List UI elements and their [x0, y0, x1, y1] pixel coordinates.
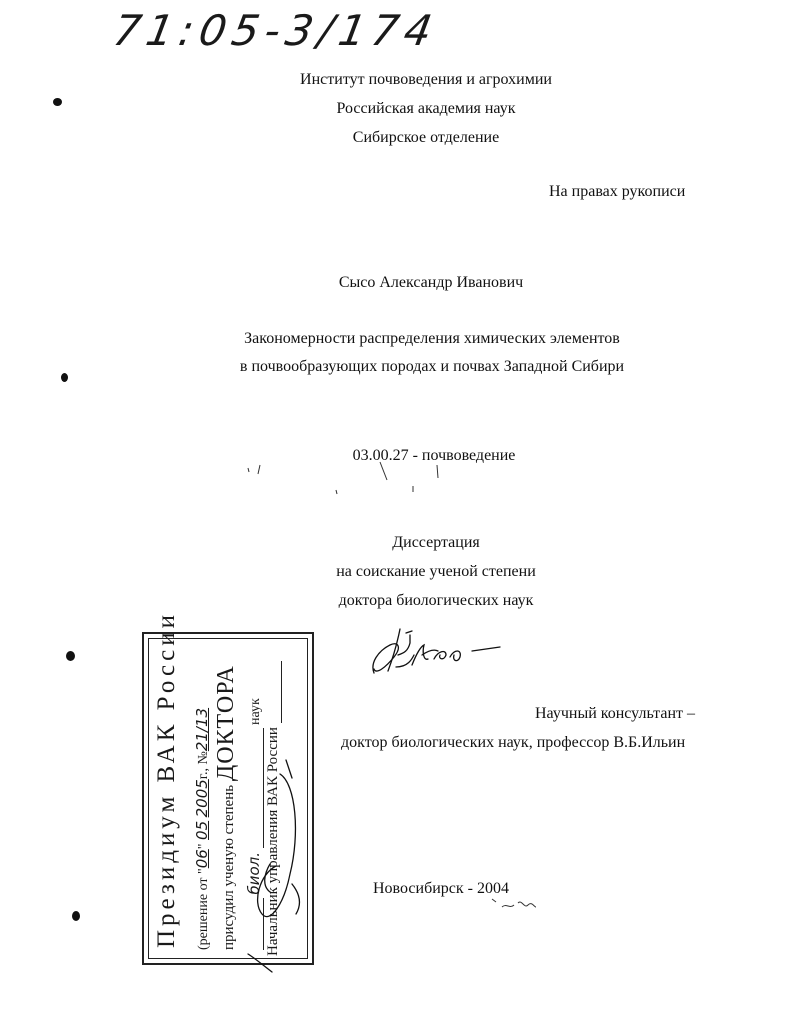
stamp-field-suffix: наук — [248, 698, 263, 725]
stamp-awarded-degree: ДОКТОРА — [213, 665, 239, 782]
institute-name: Институт почвоведения и агрохимии — [300, 71, 552, 88]
manuscript-note: На правах рукописи — [549, 183, 686, 200]
stamp-decision-line — [193, 708, 212, 950]
author-signature — [368, 625, 508, 680]
scan-scratch-marks — [240, 460, 470, 530]
scan-speck — [66, 651, 75, 661]
stamp-field-handwritten: биол. — [245, 851, 263, 895]
branch-name: Сибирское отделение — [352, 129, 500, 146]
scan-speck — [53, 98, 62, 106]
stamp-decision-year: 2005 — [193, 779, 211, 818]
consultant-name: доктор биологических наук, профессор В.Б.Ильин — [341, 734, 686, 751]
stamp-official-signature — [240, 754, 312, 974]
degree-line1: Диссертация — [392, 534, 480, 551]
stamp-awarded-prefix: присудил ученую степень — [221, 784, 237, 950]
stamp-awarded-line — [213, 665, 240, 950]
specialty-code: 03.00.27 - почвоведение — [352, 447, 516, 464]
academy-name: Российская академия наук — [336, 100, 516, 117]
scan-speck — [61, 373, 68, 382]
degree-line2: на соискание ученой степени — [336, 563, 536, 580]
stamp-decision-number: 21/13 — [193, 707, 211, 752]
place-year: Новосибирск - 2004 — [373, 880, 509, 897]
vak-approval-stamp — [142, 611, 314, 965]
thesis-title-line2: в почвообразующих породах и почвах Западной Сибири — [239, 358, 625, 375]
stamp-decision-day: 06 — [193, 849, 211, 869]
catalog-number: 71:05-3/174 — [109, 6, 442, 55]
thesis-title-line1: Закономерности распределения химических элементов — [244, 330, 620, 347]
stamp-decision-year-suffix: г., № — [196, 751, 211, 780]
author-name: Сысо Александр Иванович — [338, 274, 524, 291]
consultant-label: Научный консультант – — [535, 705, 695, 722]
degree-line3: доктора биологических наук — [338, 592, 534, 609]
stamp-decision-month: 05 — [193, 820, 211, 840]
stamp-decision-sep: " — [196, 843, 211, 850]
scan-speck — [72, 911, 80, 921]
pen-squiggle — [490, 895, 540, 913]
stamp-decision-prefix: (решение от " — [196, 868, 211, 950]
stamp-head-label: Начальник управления ВАК России — [265, 727, 281, 956]
stamp-title: Президиум ВАК России — [153, 611, 180, 948]
